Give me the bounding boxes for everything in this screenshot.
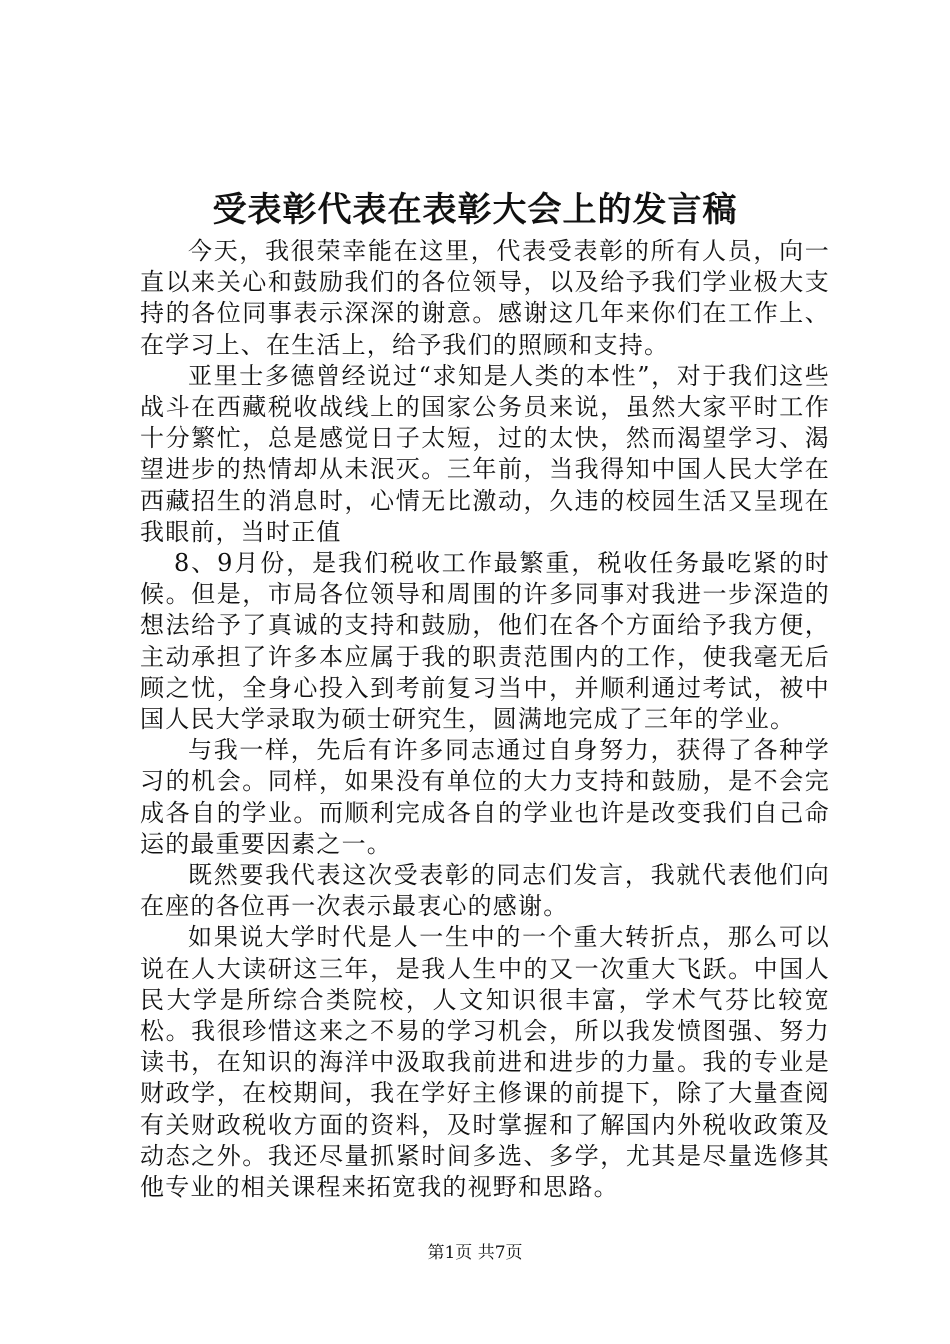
document-body — [140, 236, 830, 1203]
paragraph-4: 与我一样，先后有许多同志通过自身努力，获得了各种学习的机会。同样，如果没有单位的大力支持和鼓励，是不会完成各自的学业。而顺利完成各自的学业也许是改变我们自己命运的最重要因素之一。 — [140, 736, 830, 858]
page-number-footer: 第1页 共7页 — [427, 1243, 523, 1263]
paragraph-3: 8、9月份，是我们税收工作最繁重，税收任务最吃紧的时候。但是，市局各位领导和周围的许多同事对我进一步深造的想法给予了真诚的支持和鼓励，他们在各个方面给予我方便，主动承担了许多本应属于我的职责范围内的工作，使我毫无后顾之忧，全身心投入到考前复习当中，并顺利通过考试，被中国人民大学录取为硕士研究生，圆满地完成了三年的学业。 — [140, 549, 830, 734]
document-title: 受表彰代表在表彰大会上的发言稿 — [212, 190, 738, 230]
paragraph-1: 今天，我很荣幸能在这里，代表受表彰的所有人员，向一直以来关心和鼓励我们的各位领导，以及给予我们学业极大支持的各位同事表示深深的谢意。感谢这几年来你们在工作上、在学习上、在生活上，给予我们的照顾和支持。 — [140, 237, 830, 359]
paragraph-6: 如果说大学时代是人一生中的一个重大转折点，那么可以说在人大读研这三年，是我人生中的又一次重大飞跃。中国人民大学是所综合类院校，人文知识很丰富，学术气芬比较宽松。我很珍惜这来之不易的学习机会，所以我发愤图强、努力读书，在知识的海洋中汲取我前进和进步的力量。我的专业是财政学，在校期间，我在学好主修课的前提下，除了大量查阅有关财政税收方面的资料，及时掌握和了解国内外税收政策及动态之外。我还尽量抓紧时间多选、多学，尤其是尽量选修其他专业的相关课程来拓宽我的视野和思路。 — [140, 923, 830, 1202]
paragraph-5: 既然要我代表这次受表彰的同志们发言，我就代表他们向在座的各位再一次表示最衷心的感谢。 — [140, 861, 830, 921]
paragraph-2: 亚里士多德曾经说过“求知是人类的本性”，对于我们这些战斗在西藏税收战线上的国家公务员来说，虽然大家平时工作十分繁忙，总是感觉日子太短，过的太快，然而渴望学习、渴望进步的热情却从未泯灭。三年前，当我得知中国人民大学在西藏招生的消息时，心情无比激动，久违的校园生活又呈现在我眼前，当时正值 — [140, 361, 830, 546]
